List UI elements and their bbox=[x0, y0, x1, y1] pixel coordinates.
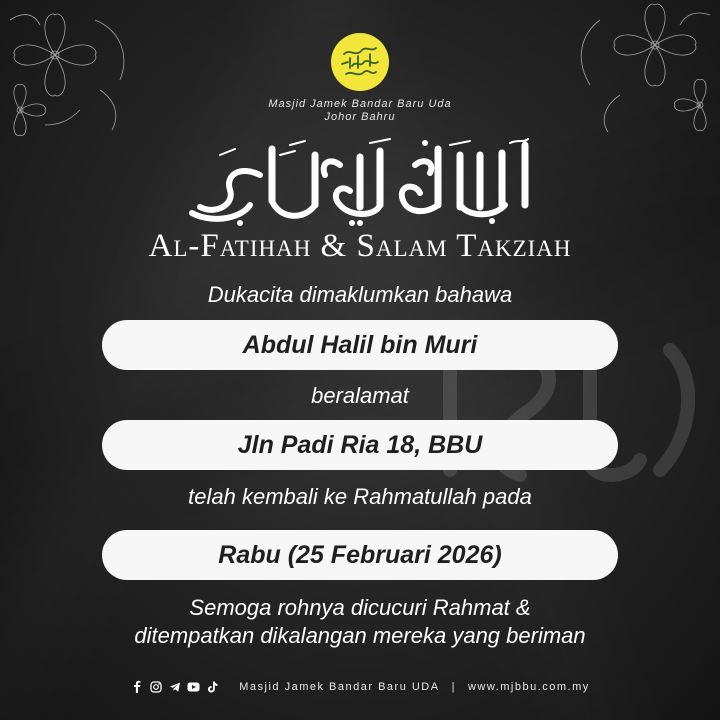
footer-separator: | bbox=[451, 680, 456, 693]
footer-website-link[interactable]: www.mjbbu.com.my bbox=[467, 680, 590, 693]
footer-organization: Masjid Jamek Bandar Baru UDA bbox=[239, 680, 440, 693]
closing-line1: Semoga rohnya dicucuri Rahmat & bbox=[189, 595, 531, 620]
address-value: Jln Padi Ria 18, BBU bbox=[237, 430, 483, 459]
deceased-name-pill bbox=[102, 320, 618, 370]
footer bbox=[0, 680, 720, 693]
facebook-icon[interactable] bbox=[130, 680, 143, 693]
headline-title: Al-Fatihah & Salam Takziah bbox=[148, 228, 572, 264]
organization-name-line2: Johor Bahru bbox=[324, 111, 396, 123]
deceased-name: Abdul Halil bin Muri bbox=[242, 330, 478, 359]
instagram-icon[interactable] bbox=[149, 680, 162, 693]
address-label: beralamat bbox=[311, 383, 409, 408]
address-pill bbox=[102, 420, 618, 470]
intro-text: Dukacita dimaklumkan bahawa bbox=[207, 282, 513, 307]
arabic-calligraphy-istirja bbox=[180, 135, 540, 230]
closing-line2: ditempatkan dikalangan mereka yang beriman bbox=[134, 623, 586, 648]
telegram-icon[interactable] bbox=[168, 680, 181, 693]
youtube-icon[interactable] bbox=[187, 680, 200, 693]
date-pill bbox=[102, 530, 618, 580]
mosque-logo bbox=[330, 32, 390, 92]
organization-name-line1: Masjid Jamek Bandar Baru Uda bbox=[268, 98, 452, 110]
tiktok-icon[interactable] bbox=[206, 680, 219, 693]
date-value: Rabu (25 Februari 2026) bbox=[218, 540, 502, 569]
event-text: telah kembali ke Rahmatullah pada bbox=[188, 484, 532, 509]
